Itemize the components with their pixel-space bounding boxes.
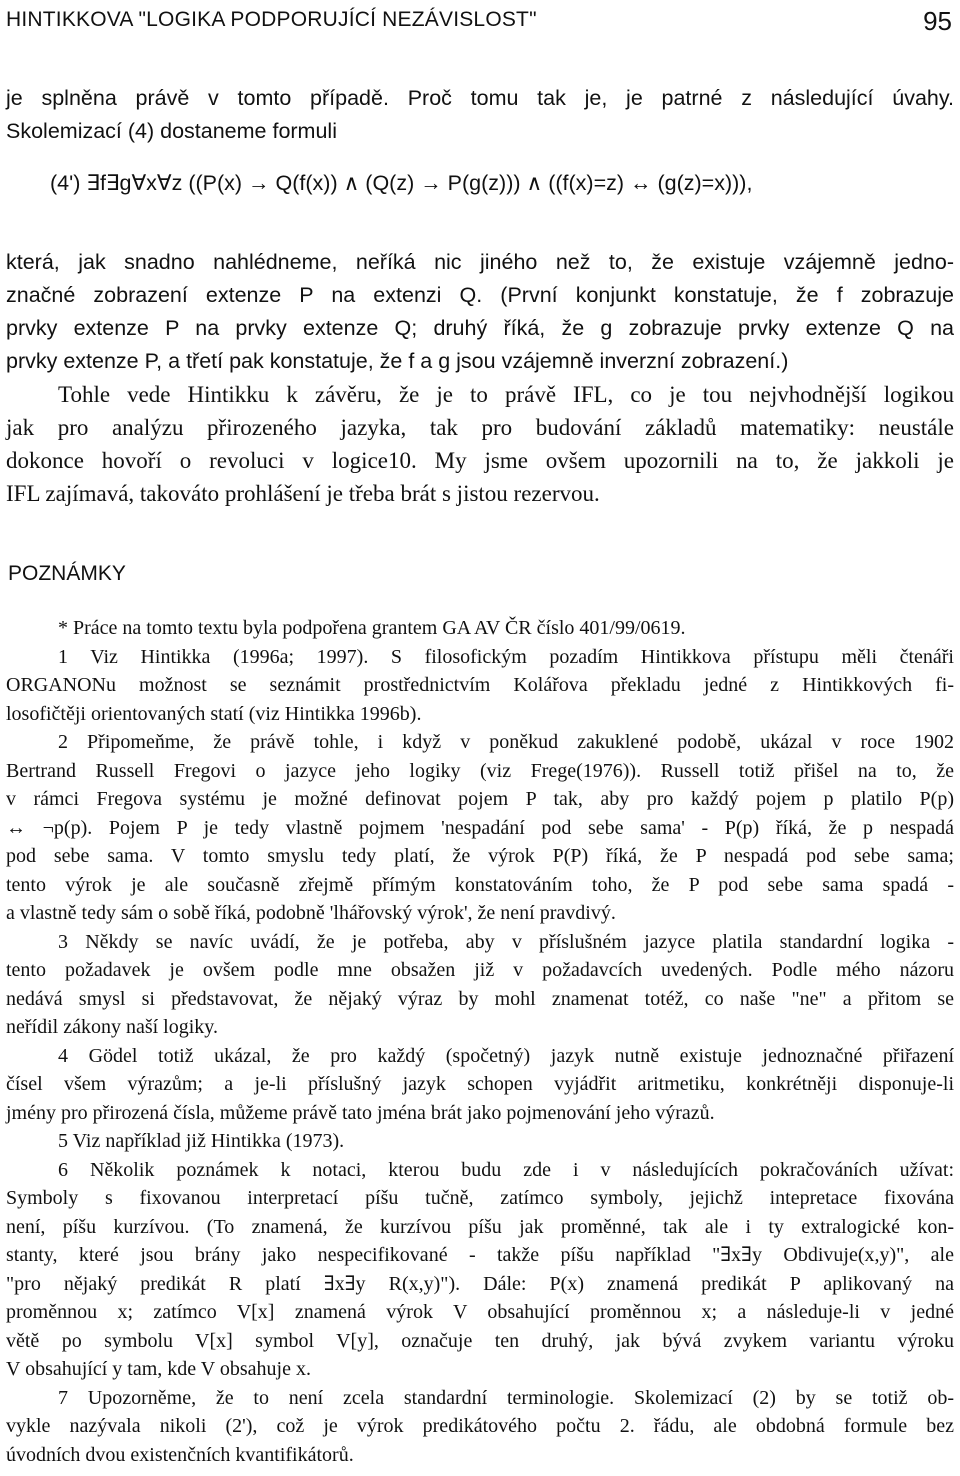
footnote-line: stanty, které jsou brány jako nespecifikované - takže píšu například "∃x∃y Obdivuje(x,y)", ale — [6, 1244, 954, 1266]
footnote-line: 4 Gödel totiž ukázal, že pro každý (spočetný) jazyk nutně existuje jednoznačné přiřazení — [58, 1044, 954, 1067]
footnote-line: ORGANONu možnost se seznámit prostřednictvím Kolářova překladu jedné z Hintikkových fi- — [6, 674, 954, 696]
text-line: je splněna právě v tomto případě. Proč tomu tak je, je patrné z následující úvahy. — [6, 86, 954, 110]
footnote-line: čísel všem výrazům; a je-li příslušný jazyk schopen vyjádřit aritmetiku, konkrétněji disponuje-li — [6, 1073, 954, 1095]
text-line: která, jak snadno nahlédneme, neříká nic jiného než to, že existuje vzájemně jedno- — [6, 250, 954, 274]
footnote-line: a vlastně tedy sám o sobě říká, podobně 'lhářovský výrok', že není pravdivý. — [6, 902, 616, 924]
paragraph-1 — [6, 82, 954, 148]
footnote-line: * Práce na tomto textu byla podpořena grantem GA AV ČR číslo 401/99/0619. — [58, 617, 686, 639]
footnote-line: V obsahující y tam, kde V obsahuje x. — [6, 1358, 311, 1380]
footnote-line: 7 Upozorněme, že to není zcela standardní terminologie. Skolemizací (2) by se totiž ob- — [58, 1386, 954, 1409]
text-line: jak pro analýzu přirozeného jazyka, tak pro budování základů matematiky: neustále — [6, 415, 954, 440]
footnote-line: větě po symbolu V[x] symbol V[y], označuje ten druhý, jak bývá zvykem variantu výroku — [6, 1329, 954, 1352]
footnote-line: tento požadavek je ovšem podle mne obsažen již v požadavcích uvedených. Podle mého názoru — [6, 959, 954, 981]
footnote-line: 2 Připomeňme, že právě tohle, i když v poněkud zakuklené podobě, ukázal v roce 1902 — [58, 731, 954, 753]
footnote-line: úvodních dvou existenčních kvantifikátorů. — [6, 1443, 354, 1466]
footnote-line: 1 Viz Hintikka (1996a; 1997). S filosofickým pozadím Hintikkova přístupu měli čtenáři — [58, 645, 954, 668]
footnote-line: Symboly s fixovanou interpretací píšu tučně, zatímco symboly, jejichž intepretace fixována — [6, 1187, 954, 1209]
footnote-line: losofičtěji orientovaných statí (viz Hintikka 1996b). — [6, 702, 422, 725]
header-title: HINTIKKOVA "LOGIKA PODPORUJÍCÍ NEZÁVISLOST" — [6, 8, 537, 31]
footnote-line: 6 Několik poznámek k notaci, kterou budu zde i v následujících pokračováních užívat: — [58, 1158, 954, 1181]
footnotes — [6, 614, 954, 1469]
footnote-line: vykle nazývala nikoli (2'), což je výrok predikátového počtu 2. řádu, ale obdobná formule bez — [6, 1415, 954, 1437]
footnote-line: v rámci Fregova systému je možné definovat pojem P tak, aby pro každý pojem p platilo P(p) — [6, 788, 954, 810]
text-line: IFL zajímavá, takováto prohlášení je třeba brát s jistou rezervou. — [6, 481, 600, 506]
page-number: 95 — [923, 6, 952, 36]
footnote-line: tento výrok je ale současně zřejmě přímým konstatováním toho, že P pod sebe sama spadá - — [6, 873, 954, 896]
footnote-line: proměnnou x; zatímco V[x] znamená výrok V obsahující proměnnou x; a následuje-li v jedné — [6, 1301, 954, 1323]
footnote-line: 3 Někdy se navíc uvádí, že je potřeba, aby v příslušném jazyce platila standardní logika - — [58, 930, 954, 953]
text-line: Tohle vede Hintikku k závěru, že je to právě IFL, co je tou nejvhodnější logikou — [58, 382, 954, 407]
text-line: značné zobrazení extenze P na extenzi Q. (První konjunkt konstatuje, že f zobrazuje — [6, 283, 954, 307]
footnote-line: jmény pro přirozená čísla, můžeme právě tato jména brát jako pojmenování jeho výrazů. — [6, 1101, 715, 1124]
running-header — [6, 6, 952, 40]
notes-heading: POZNÁMKY — [8, 562, 126, 585]
text-line: dokonce hovoří o revoluci v logice10. My jsme ovšem upozornili na to, že jakkoli je — [6, 448, 954, 473]
footnote-line: nedává smysl si představovat, že nějaký výraz by mohl znamenat totéž, co naše "ne" a přitom se — [6, 987, 954, 1010]
formula-4-prime: (4') ∃f∃g∀x∀z ((P(x) → Q(f(x)) ∧ (Q(z) → P(g(z))) ∧ ((f(x)=z) ↔ (g(z)=x))), — [50, 171, 753, 195]
text-line: prvky extenze P na prvky extenze Q; druhý říká, že g zobrazuje prvky extenze Q na — [6, 316, 954, 340]
footnote-line: Bertrand Russell Fregovi o jazyce jeho logiky (viz Frege(1976)). Russell totiž přišel na to, že — [6, 759, 954, 782]
footnote-line: pod sebe sama. V tomto smyslu tedy platí, že výrok P(P) říká, že P nespadá pod sebe sama; — [6, 845, 954, 867]
footnote-line: ↔ ¬p(p). Pojem P je tedy vlastně pojmem 'nespadání pod sebe sama' - P(p) říká, že p nespadá — [6, 816, 954, 839]
footnote-line: 5 Viz například již Hintikka (1973). — [58, 1130, 345, 1152]
footnote-line: "pro nějaký predikát R platí ∃x∃y R(x,y)"). Dále: P(x) znamená predikát P aplikovaný na — [6, 1272, 954, 1295]
footnote-line: neřídil zákony naší logiky. — [6, 1016, 218, 1038]
paragraph-2 — [6, 246, 954, 510]
text-line: prvky extenze P, a třetí pak konstatuje, že f a g jsou vzájemně inverzní zobrazení.) — [6, 349, 789, 373]
footnote-line: není, píšu kurzívou. (To znamená, že kurzívou píšu jak proměnné, tak ale i ty extralogické kon- — [6, 1215, 954, 1238]
text-line: Skolemizací (4) dostaneme formuli — [6, 119, 337, 143]
